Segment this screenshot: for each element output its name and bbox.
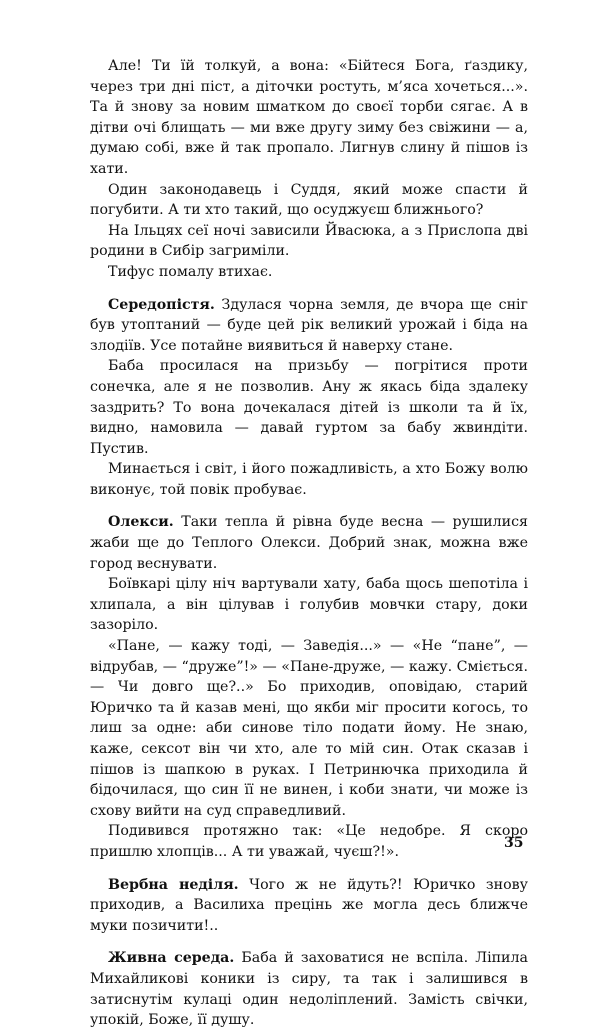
section-paragraph: Середопістя. Здулася чорна земля, де вчора ще сніг був утоптаний — буде цей рік великий урожай і біда на злодіїв. Усе потайне виявиться й наверху стане. (90, 296, 528, 354)
section-paragraph: Вербна неділя. Чого ж не йдуть?! Юричко знову приходив, а Василиха прецінь же могла десь ближче муки позичити!.. (90, 876, 528, 934)
section-heading: Олекси. (108, 514, 174, 531)
paragraph: Минається і світ, і його пожадливість, а хто Божу волю виконує, той повік пробуває. (90, 461, 528, 498)
section-heading: Середопістя. (108, 296, 215, 313)
paragraph: Тифус помалу втихає. (108, 263, 273, 280)
paragraph: Але! Ти їй толкуй, а вона: «Бійтеся Бога, ґаздику, через три дні піст, а діточки ростуть, м’яса хочеться...». Та й знову за новим шматком до своєї торби сягає. А в дітви очі блищать — ми вже другу зиму без свіжини — а, думаю собі, вже й так пропало. Лигнув слину й пішов із хати. (90, 58, 528, 177)
paragraph: Боївкарі цілу ніч вартували хату, баба щось шепотіла і хлипала, а він цілував і голубив мовчки стару, доки зазоріло. (90, 576, 528, 634)
section-heading: Вербна неділя. (108, 876, 239, 893)
paragraph: «Пане, — кажу тоді, — Заведія...» — «Не “пане”, — відрубав, — “друже”!» — «Пане-друже, — кажу. Сміється. — Чи довго ще?..» Бо приходив, оповідаю, старий Юричко та й казав мені, що якби міг просити когось, то лиш за одне: аби синове тіло подати йому. Не знаю, каже, сексот він чи хто, але то мій син. Отак сказав і пішов із шапкою в руках. І Петринючка приходила й бідочилася, що син її не винен, і коби знати, чи може із схову вийти на суд справедливий. (90, 638, 528, 819)
paragraph: На Ільцях сеї ночі зависили Йвасюка, а з Прислопа дві родини в Сибір загриміли. (90, 222, 528, 260)
page-number: 35 (504, 835, 524, 851)
paragraph: Баба просилася на призьбу — погрітися проти сонечка, але я не позволив. Ану ж якась біда здалеку заздрить? То вона дочекалася дітей із школи та й їх, видно, намовила — давай гуртом за бабу жвиндіти. Пустив. (90, 358, 528, 457)
section-heading: Живна середа. (108, 950, 235, 967)
section-paragraph: Живна середа. Баба й заховатися не вспіла. Ліпила Михайликові коники із сиру, та так і залишився в затиснутім кулаці один недоліплений. Замість свічки, упокій, Боже, її душу. (90, 950, 528, 1029)
page-body (90, 56, 528, 1031)
paragraph: Подивився протяжно так: «Це недобре. Я скоро пришлю хлопців... А ти уважай, чуєш?!». (90, 823, 528, 860)
section-paragraph: Олекси. Таки тепла й рівна буде весна — рушилися жаби ще до Теплого Олекси. Добрий знак, можна вже город веснувати. (90, 514, 528, 572)
paragraph: Один законодавець і Суддя, який може спасти й погубити. А ти хто такий, що осуджуєш ближнього? (90, 181, 528, 219)
